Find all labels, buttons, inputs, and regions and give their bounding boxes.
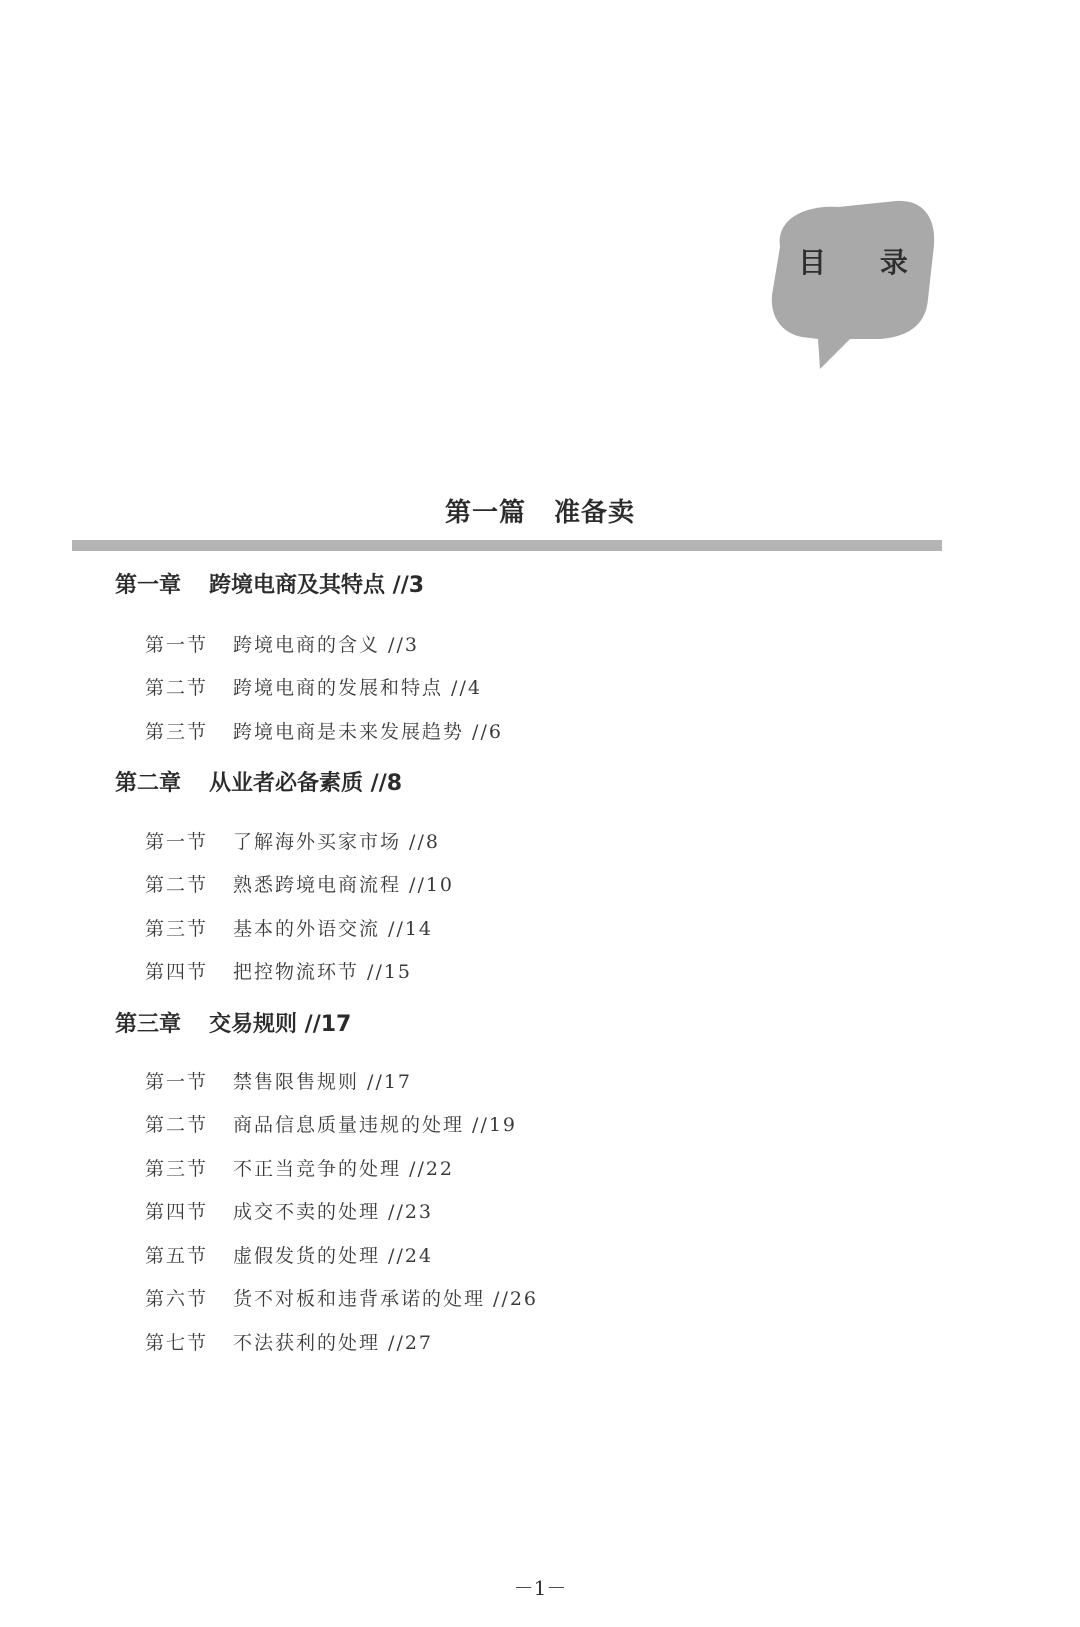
section-number: 第一节: [145, 1071, 209, 1093]
chapter-entry[interactable]: [115, 568, 424, 599]
section-entry[interactable]: [145, 827, 440, 854]
section-title: 跨境电商的发展和特点 //4: [233, 677, 482, 699]
part-title: [0, 492, 1080, 529]
chapter-entry[interactable]: [115, 1007, 351, 1038]
chapter-title: 从业者必备素质 //8: [209, 771, 403, 796]
chapter-title: 交易规则 //17: [209, 1012, 352, 1037]
speech-bubble-icon: [768, 199, 938, 375]
section-number: 第二节: [145, 1114, 209, 1136]
section-number: 第二节: [145, 874, 209, 896]
section-entry[interactable]: [145, 1110, 517, 1137]
section-entry[interactable]: [145, 1241, 433, 1268]
section-number: 第三节: [145, 1158, 209, 1180]
section-number: 第七节: [145, 1332, 209, 1354]
section-entry[interactable]: [145, 673, 482, 700]
section-entry[interactable]: [145, 1328, 433, 1355]
section-title: 基本的外语交流 //14: [233, 918, 434, 940]
chapter-title: 跨境电商及其特点 //3: [209, 573, 425, 598]
section-number: 第三节: [145, 918, 209, 940]
section-number: 第一节: [145, 634, 209, 656]
section-number: 第四节: [145, 961, 209, 983]
chapter-entry[interactable]: [115, 766, 402, 797]
section-number: 第四节: [145, 1201, 209, 1223]
part-name: 准备卖: [554, 498, 636, 528]
section-title: 了解海外买家市场 //8: [233, 831, 440, 853]
section-number: 第二节: [145, 677, 209, 699]
section-title: 货不对板和违背承诺的处理 //26: [233, 1288, 539, 1310]
section-number: 第六节: [145, 1288, 209, 1310]
section-title: 跨境电商的含义 //3: [233, 634, 419, 656]
section-title: 不法获利的处理 //27: [233, 1332, 434, 1354]
section-entry[interactable]: [145, 1067, 412, 1094]
toc-heading: 目 录: [798, 246, 930, 279]
chapter-number: 第三章: [115, 1012, 182, 1037]
section-title: 跨境电商是未来发展趋势 //6: [233, 721, 503, 743]
section-entry[interactable]: [145, 914, 433, 941]
chapter-number: 第二章: [115, 771, 182, 796]
section-entry[interactable]: [145, 1284, 538, 1311]
part-number: 第一篇: [444, 498, 526, 528]
toc-speech-bubble: [768, 199, 938, 375]
section-title: 熟悉跨境电商流程 //10: [233, 874, 455, 896]
part-divider: [72, 540, 942, 551]
section-entry[interactable]: [145, 717, 503, 744]
section-title: 不正当竞争的处理 //22: [233, 1158, 455, 1180]
chapter-number: 第一章: [115, 573, 182, 598]
section-title: 禁售限售规则 //17: [233, 1071, 413, 1093]
section-number: 第三节: [145, 721, 209, 743]
section-entry[interactable]: [145, 870, 454, 897]
section-title: 商品信息质量违规的处理 //19: [233, 1114, 518, 1136]
page-number: －1－: [513, 1576, 567, 1600]
section-entry[interactable]: [145, 957, 412, 984]
section-entry[interactable]: [145, 630, 419, 657]
section-number: 第一节: [145, 831, 209, 853]
section-title: 虚假发货的处理 //24: [233, 1245, 434, 1267]
section-title: 把控物流环节 //15: [233, 961, 413, 983]
section-entry[interactable]: [145, 1154, 454, 1181]
section-number: 第五节: [145, 1245, 209, 1267]
section-title: 成交不卖的处理 //23: [233, 1201, 434, 1223]
section-entry[interactable]: [145, 1197, 433, 1224]
